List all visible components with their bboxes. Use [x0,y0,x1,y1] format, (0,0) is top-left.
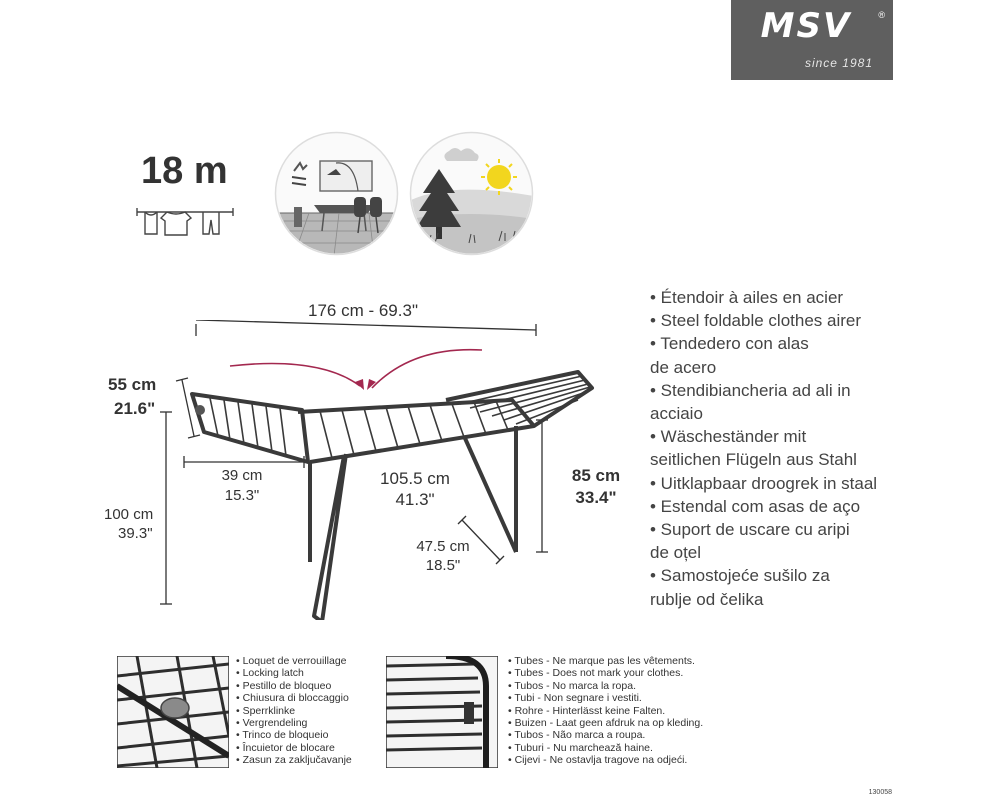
latch-caption: • Vergrendeling [236,717,308,730]
tubes-caption-list [508,655,703,767]
feature-item: rublje od čelika [650,589,764,609]
tube-caption: • Cijevi - Ne ostavlja tragove na odjeći. [508,754,688,767]
wing-depth-in-label: 21.6" [114,399,156,418]
drying-capacity: 18 m [141,150,228,192]
total-height-in-label: 39.3" [118,525,153,542]
latch-caption: • Chiusura di bloccaggio [236,692,349,705]
leg-depth-cm-label: 47.5 cm [416,538,470,555]
latch-caption-list [236,655,352,767]
feature-item: • Suport de uscare cu aripi [650,520,850,540]
latch-caption: • Locking latch [236,667,304,680]
tube-caption: • Tuburi - Nu marchează haine. [508,741,653,754]
wing-width-cm-label: 39 cm [221,467,263,484]
locking-latch-photo [117,656,229,768]
brand-logo [731,0,893,80]
overall-length-label: 176 cm - 69.3" [308,301,418,320]
feature-item: • Tendedero con alas [650,334,809,354]
center-length-in-label: 41.3" [395,490,435,509]
feature-item: • Samostojeće sušilo za [650,566,830,586]
wing-depth-cm-label: 55 cm [108,375,157,394]
tubes-photo [386,656,498,768]
registered-mark: ® [878,10,885,20]
feature-item: acciaio [650,404,703,424]
tube-caption: • Rohre - Hinterlässt keine Falten. [508,704,666,717]
feature-item: seitlichen Flügeln aus Stahl [650,450,857,470]
feature-item: • Uitklapbaar droogrek in staal [650,473,878,493]
tube-caption: • Buizen - Laat geen afdruk na op kleding. [508,717,704,730]
tube-caption: • Tubos - Não marca a roupa. [508,729,646,742]
overall-length-dimension-line [196,320,536,330]
tube-caption: • Tubes - Ne marque pas les vêtements. [508,655,695,667]
latch-caption: • Trinco de bloqueio [236,729,329,742]
latch-caption: • Pestillo de bloqueo [236,679,332,692]
feature-item: • Étendoir à ailes en acier [650,288,844,307]
outdoor-use-icon [409,131,534,256]
brand-name: MSV [760,6,852,46]
feature-list [650,286,990,611]
clothes-airer-diagram [150,320,630,620]
latch-caption: • Sperrklinke [236,704,296,717]
height-cm-label: 85 cm [571,466,621,485]
latch-caption: • Încuietor de blocare [236,741,335,754]
wing-width-in-label: 15.3" [224,487,260,504]
total-height-cm-label: 100 cm [104,506,154,523]
feature-item: • Wäscheständer mit [650,427,807,447]
tube-caption: • Tubos - No marca la ropa. [508,679,636,692]
latch-caption: • Loquet de verrouillage [236,655,347,667]
tube-caption: • Tubes - Does not mark your clothes. [508,667,684,680]
center-length-cm-label: 105.5 cm [380,469,450,488]
leg-depth-in-label: 18.5" [425,557,461,574]
feature-item: de oțel [650,543,702,563]
clothesline-icon [135,196,235,242]
latch-caption: • Zasun za zaključavanje [236,754,352,767]
height-in-label: 33.4" [575,488,617,507]
feature-item: • Estendal com asas de aço [650,496,861,516]
feature-item: de acero [650,357,717,377]
tube-caption: • Tubi - Non segnare i vestiti. [508,692,642,705]
feature-item: • Steel foldable clothes airer [650,311,862,331]
brand-tagline: since 1981 [804,56,873,70]
indoor-use-icon [274,131,399,256]
feature-item: • Stendibiancheria ad ali in [650,380,851,400]
product-code: 130058 [868,789,892,796]
